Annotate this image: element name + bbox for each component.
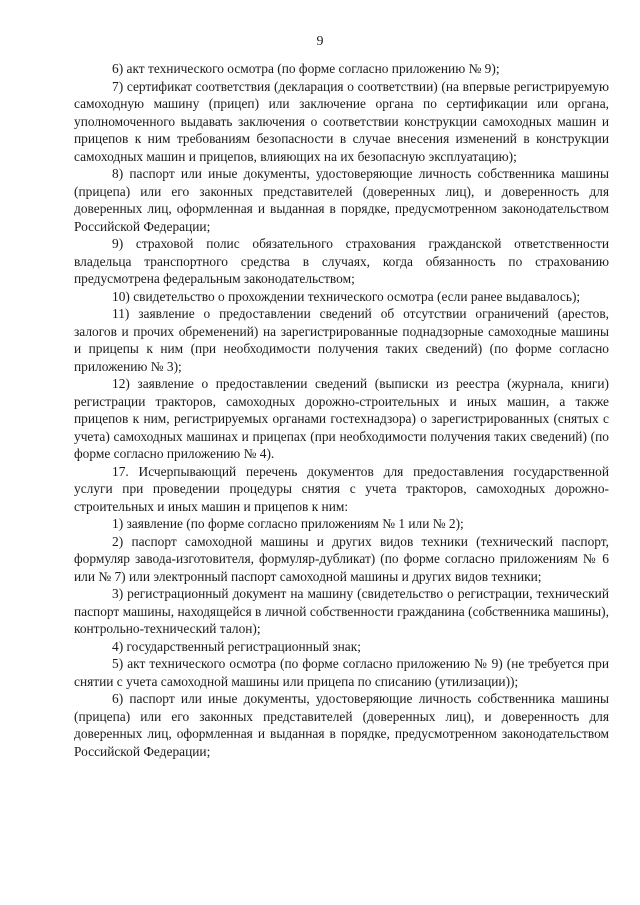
paragraph-item-8-passport: 8) паспорт или иные документы, удостоверяющие личность собственника машины (прицепа) или его законных представителей (доверенных лиц), и доверенность для доверенных лиц, оформленная и выданная в порядке, предусмотренном законодательством Российской Федерации; (74, 166, 609, 234)
paragraph-item-9-insurance: 9) страховой полис обязательного страхования гражданской ответственности владельца транспортного средства в случаях, когда обязанность по страхованию предусмотрена федеральным законодательством; (74, 236, 609, 286)
paragraph-section-17-heading: 17. Исчерпывающий перечень документов для предоставления государственной услуги при проведении процедуры снятия с учета тракторов, самоходных дорожно-строительных и иных машин и прицепов к ним: (74, 463, 609, 514)
paragraph-item-6-inspection-act: 6) акт технического осмотра (по форме согласно приложению № 9); (112, 61, 500, 76)
paragraph-dereg-item-6-passport: 6) паспорт или иные документы, удостоверяющие личность собственника машины (прицепа) или его законных представителей (доверенных лиц), и доверенность для доверенных лиц, оформленная и выданная в порядке, предусмотренном законодательством Российской Федерации; (74, 691, 609, 759)
paragraph-dereg-item-3-registration-document: 3) регистрационный документ на машину (свидетельство о регистрации, технический паспорт машины, находящейся в личной собственности гражданина (собственника машины), контрольно-технический талон); (74, 586, 609, 636)
paragraph-dereg-item-5-inspection-act: 5) акт технического осмотра (по форме согласно приложению № 9) (не требуется при снятии с учета самоходной машины или прицепа по списанию (утилизации)); (74, 656, 609, 689)
paragraph-dereg-item-2-machine-passport: 2) паспорт самоходной машины и других видов техники (технический паспорт, формуляр завода-изготовителя, формуляр-дубликат) (по форме согласно приложениям № 6 или № 7) или электронный паспорт самоходной машины и других видов техники; (74, 533, 609, 584)
paragraph-item-11-restrictions-request: 11) заявление о предоставлении сведений об отсутствии ограничений (арестов, залогов и прочих обременений) на зарегистрированные поднадзорные самоходные машины и прицепы к ним (при необходимости получения таких сведений) (по форме согласно приложению № 3); (74, 306, 609, 374)
document-body (74, 60, 609, 760)
page-number: 9 (316, 34, 324, 49)
paragraph-item-12-registry-extract: 12) заявление о предоставлении сведений (выписки из реестра (журнала, книги) регистрации тракторов, самоходных дорожно-строительных и иных машин, а также прицепов к ним, регистрируемых органами гостехнадзора) о зарегистрированных (снятых с учета) самоходных машинах и прицепах (при необходимости получения таких сведений) (по форме согласно приложению № 4). (74, 376, 609, 461)
paragraph-item-10-inspection-certificate: 10) свидетельство о прохождении технического осмотра (если ранее выдавалось); (112, 288, 581, 304)
paragraph-dereg-item-1-application: 1) заявление (по форме согласно приложениям № 1 или № 2); (112, 516, 464, 531)
paragraph-dereg-item-4-plate: 4) государственный регистрационный знак; (112, 638, 361, 654)
paragraph-item-7-certificate: 7) сертификат соответствия (декларация о соответствии) (на впервые регистрируемую самоходную машину (прицеп) или заключение органа по сертификации или органа, уполномоченного выдавать заключения о соответствии конструкции самоходных машин и прицепов к ним требованиям безопасности в случае внесения изменений в конструкции самоходных машин и прицепов, влияющих на их безопасную эксплуатацию); (74, 78, 609, 164)
